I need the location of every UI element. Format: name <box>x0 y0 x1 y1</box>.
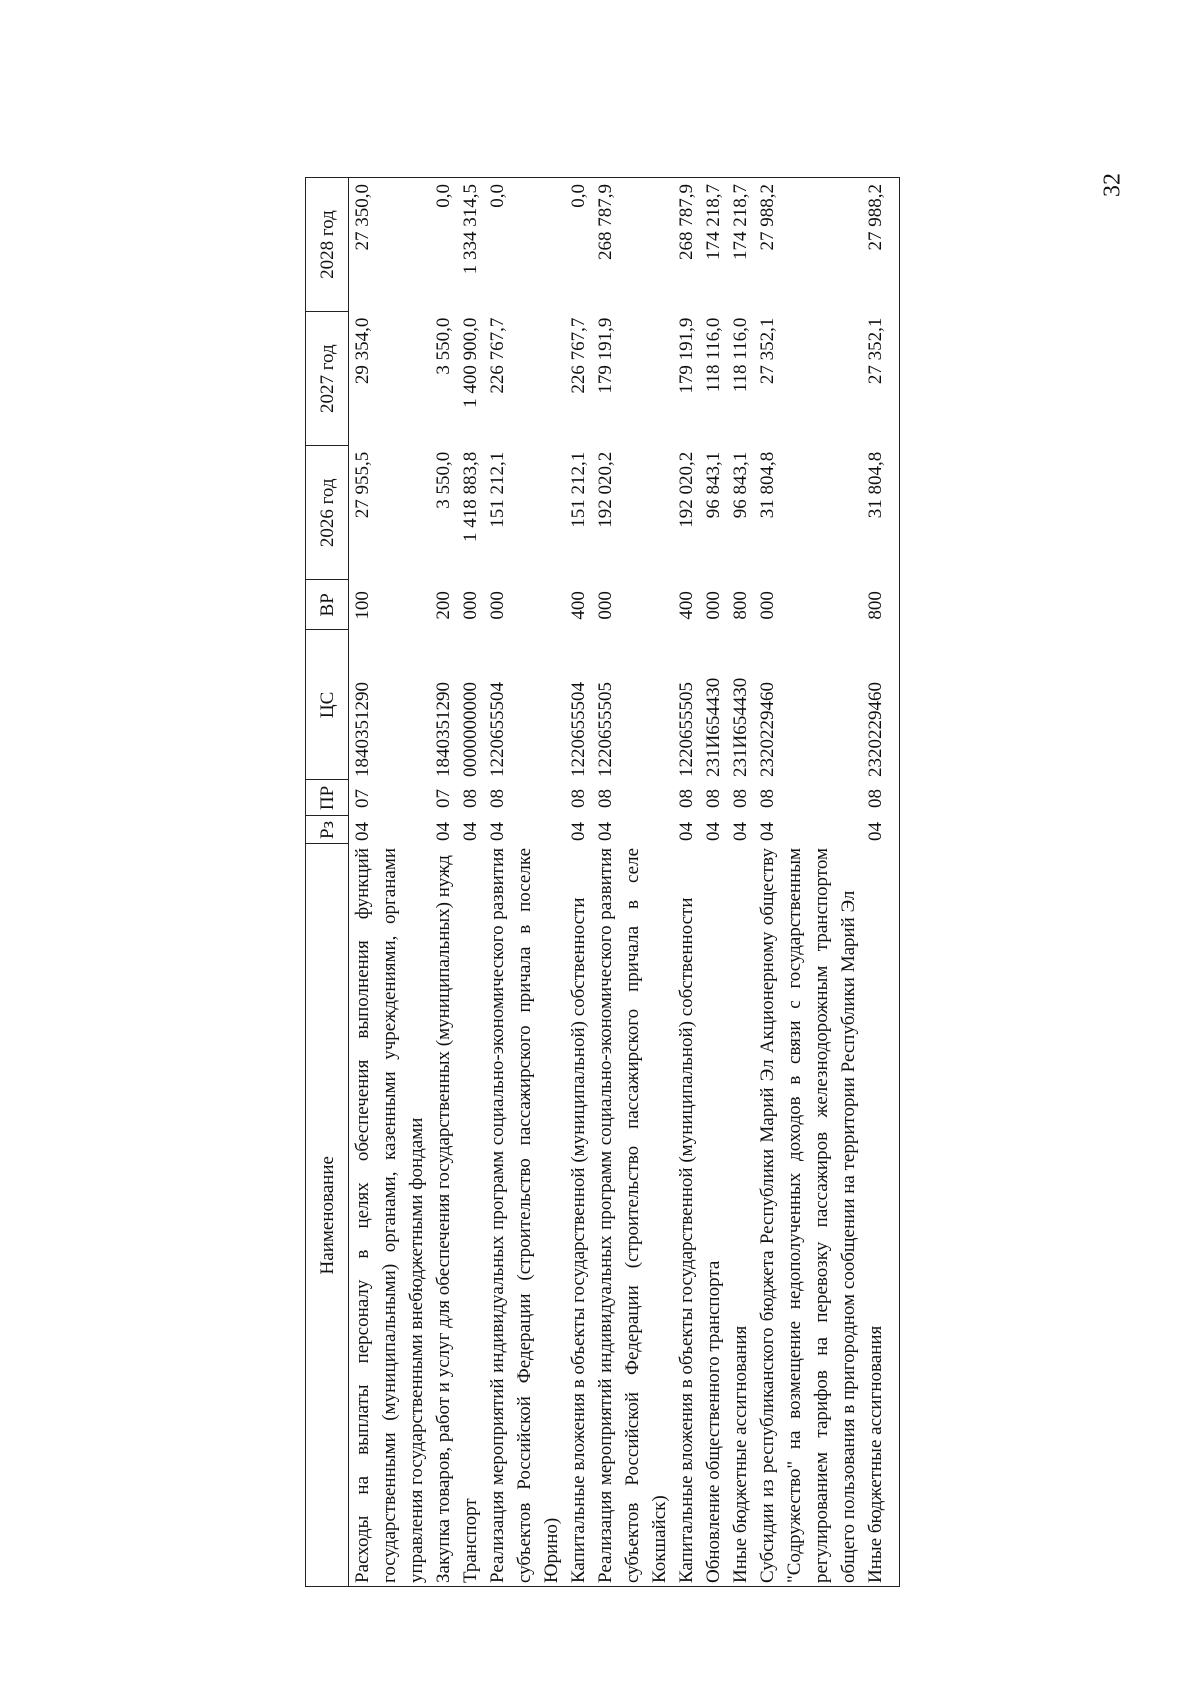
row-2026: 96 843,1 <box>730 451 751 519</box>
header-2027: 2027 год <box>306 312 349 446</box>
row-name: Капитальные вложения в объекты государственной (муниципальной) собственности <box>568 897 589 1583</box>
row-2027: 3 550,0 <box>433 317 454 375</box>
row-2028: 174 218,7 <box>703 184 724 260</box>
row-2028: 0,0 <box>433 184 454 208</box>
row-2026: 192 020,2 <box>595 451 616 528</box>
row-2027: 226 767,7 <box>568 317 589 394</box>
row-cs: 1220655505 <box>595 681 616 777</box>
row-2027: 27 352,1 <box>757 317 778 385</box>
row-2026: 96 843,1 <box>703 451 724 519</box>
rotated-page-content <box>305 177 1075 1587</box>
row-cs: 1840351290 <box>433 681 454 777</box>
row-2027: 179 191,9 <box>676 317 697 394</box>
row-rz: 04 <box>568 821 589 841</box>
table-row <box>349 178 431 1587</box>
row-2028: 27 350,0 <box>352 184 373 251</box>
row-name: Транспорт <box>460 1498 481 1583</box>
row-rz: 04 <box>703 821 724 841</box>
row-cs: 1220655504 <box>568 681 589 777</box>
row-2026: 151 212,1 <box>568 451 589 528</box>
header-2026: 2026 год <box>306 446 349 580</box>
row-cs: 231И654430 <box>703 677 724 777</box>
row-2026: 3 550,0 <box>433 451 454 509</box>
table-row <box>484 178 565 1587</box>
table-row <box>754 178 862 1587</box>
row-2027: 27 352,1 <box>865 317 886 385</box>
row-cs: 1220655504 <box>487 681 508 777</box>
row-rz: 04 <box>757 821 778 841</box>
row-vr: 400 <box>568 591 589 620</box>
row-rz: 04 <box>433 821 454 841</box>
row-name: Иные бюджетные ассигнования <box>730 1325 751 1583</box>
row-vr: 000 <box>595 591 616 620</box>
header-name: Наименование <box>306 844 349 1587</box>
row-name: Закупка товаров, работ и услуг для обеспечения государственных (муниципальных) нужд <box>433 855 454 1583</box>
row-pr: 07 <box>352 788 373 808</box>
row-name: Реализация мероприятий индивидуальных программ социально-экономического развития субъектов Российской Федерации (строительство пассажирского причала в селе Кокшайск) <box>595 847 670 1583</box>
header-vr: ВР <box>306 580 349 630</box>
row-cs: 231И654430 <box>730 677 751 777</box>
row-rz: 04 <box>460 821 481 841</box>
row-name: Иные бюджетные ассигнования <box>865 1325 886 1583</box>
table-row <box>862 178 900 1587</box>
row-2027: 118 116,0 <box>730 317 751 393</box>
row-name: Реализация мероприятий индивидуальных программ социально-экономического развития субъектов Российской Федерации (строительство пассажирского причала в поселке Юрино) <box>487 847 562 1583</box>
row-2026: 31 804,8 <box>757 451 778 519</box>
row-pr: 08 <box>703 788 724 808</box>
table-row <box>673 178 700 1587</box>
row-vr: 800 <box>730 591 751 620</box>
row-vr: 100 <box>352 591 373 620</box>
row-vr: 800 <box>865 591 886 620</box>
row-name: Субсидии из республиканского бюджета Республики Марий Эл Акционерному обществу "Содружество" на возмещение недополученных доходов в связи с государственным регулированием тарифов на перевозку пассажиров железнодорожным транспортом общего пользования в пригородном сообщении на территории Республики Марий Эл <box>757 847 859 1583</box>
row-2028: 174 218,7 <box>730 184 751 260</box>
row-rz: 04 <box>352 821 373 841</box>
row-2028: 268 787,9 <box>595 184 616 260</box>
row-pr: 08 <box>730 788 751 808</box>
row-name: Капитальные вложения в объекты государственной (муниципальной) собственности <box>676 897 697 1583</box>
header-cs: ЦС <box>306 630 349 780</box>
row-vr: 000 <box>460 591 481 620</box>
row-cs: 1840351290 <box>352 681 373 777</box>
row-vr: 200 <box>433 591 454 620</box>
table-row <box>457 178 484 1587</box>
row-2026: 192 020,2 <box>676 451 697 528</box>
row-2028: 0,0 <box>487 184 508 208</box>
row-2027: 118 116,0 <box>703 317 724 393</box>
row-pr: 08 <box>568 788 589 808</box>
row-pr: 08 <box>757 788 778 808</box>
row-2026: 27 955,5 <box>352 451 373 519</box>
row-2028: 1 334 314,5 <box>460 184 481 275</box>
row-2027: 179 191,9 <box>595 317 616 394</box>
row-2026: 31 804,8 <box>865 451 886 519</box>
table-row <box>565 178 592 1587</box>
header-2028: 2028 год <box>306 178 349 312</box>
row-cs: 2320229460 <box>757 681 778 777</box>
row-pr: 08 <box>460 788 481 808</box>
header-rz: Рз <box>306 816 349 844</box>
header-pr: ПР <box>306 780 349 816</box>
row-cs: 2320229460 <box>865 681 886 777</box>
row-2027: 1 400 900,0 <box>460 317 481 408</box>
row-rz: 04 <box>487 821 508 841</box>
row-vr: 000 <box>487 591 508 620</box>
row-rz: 04 <box>865 821 886 841</box>
row-pr: 07 <box>433 788 454 808</box>
row-2027: 226 767,7 <box>487 317 508 394</box>
page-number: 32 <box>1099 173 1126 197</box>
row-2026: 1 418 883,8 <box>460 451 481 542</box>
row-2026: 151 212,1 <box>487 451 508 528</box>
row-rz: 04 <box>676 821 697 841</box>
row-2027: 29 354,0 <box>352 317 373 385</box>
row-2028: 0,0 <box>568 184 589 208</box>
table-header <box>306 178 349 1587</box>
row-pr: 08 <box>595 788 616 808</box>
table-row <box>700 178 727 1587</box>
row-2028: 27 988,2 <box>757 184 778 251</box>
row-cs: 1220655505 <box>676 681 697 777</box>
table-row <box>592 178 673 1587</box>
row-name: Расходы на выплаты персоналу в целях обеспечения выполнения функций государственными (муниципальными) органами, казенными учреждениями, органами управления государственными внебюджетными фондами <box>352 847 427 1583</box>
row-vr: 400 <box>676 591 697 620</box>
row-vr: 000 <box>703 591 724 620</box>
row-2028: 268 787,9 <box>676 184 697 260</box>
row-name: Обновление общественного транспорта <box>703 1260 724 1583</box>
row-cs: 0000000000 <box>460 681 481 777</box>
row-pr: 08 <box>865 788 886 808</box>
row-pr: 08 <box>487 788 508 808</box>
table-row <box>430 178 457 1587</box>
table-row <box>727 178 754 1587</box>
budget-table <box>305 177 900 1587</box>
row-rz: 04 <box>595 821 616 841</box>
row-vr: 000 <box>757 591 778 620</box>
row-rz: 04 <box>730 821 751 841</box>
row-2028: 27 988,2 <box>865 184 886 251</box>
row-pr: 08 <box>676 788 697 808</box>
